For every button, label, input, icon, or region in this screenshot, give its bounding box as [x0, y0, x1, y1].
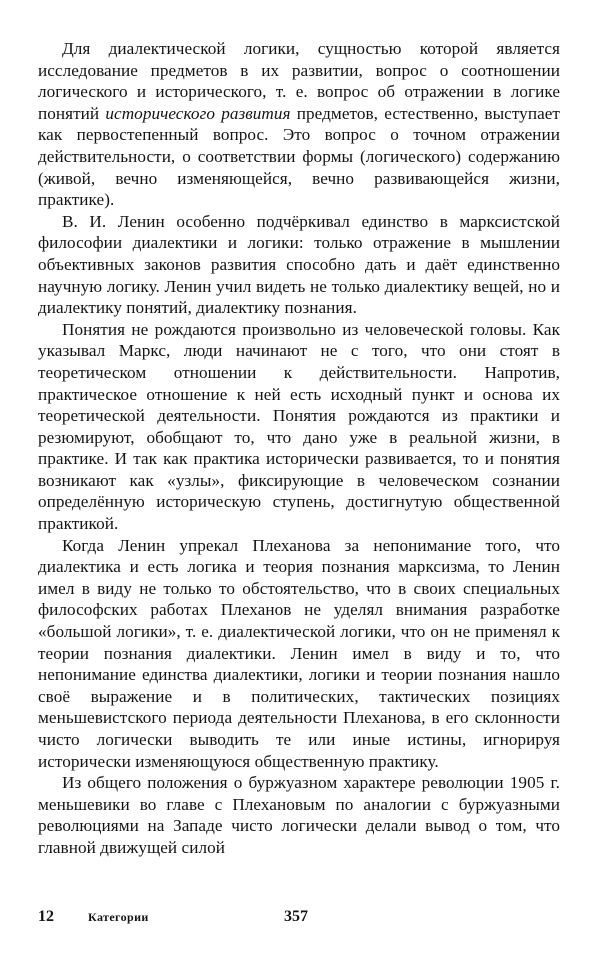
page-number: 357 — [284, 908, 308, 925]
signature-number: 12 — [38, 908, 54, 925]
paragraph-3-text: Понятия не рождаются произвольно из человеческой головы. Как указывал Маркс, люди начинают не с того, что они стоят в теоретическом отношении к действительности. Напротив, практическое отношение к ней есть исходный пункт и основа их теоретической деятельности. Понятия рождаются из практики и резюмируют, обобщают то, что дано уже в реальной жизни, в практике. И так как практика исторически развивается, то и понятия возникают как «узлы», фиксирующие в человеческом сознании определённую историческую ступень, достигнутую общественной практикой. — [38, 319, 560, 534]
paragraph-1-text-end: предметов, естественно, выступает как первостепенный вопрос. Это вопрос о точном отражении действительности, о соответствии формы (логического) содержанию (живой, вечно изменяющейся, вечно развивающейся жизни, практике). — [38, 103, 560, 210]
paragraph-1-emphasis: исторического развития — [105, 103, 291, 123]
paragraph-2 — [38, 211, 560, 319]
paragraph-5 — [38, 772, 560, 858]
signature-title: Категории — [88, 910, 149, 924]
paragraph-4-text: Когда Ленин упрекал Плеханова за непонимание того, что диалектика и есть логика и теория познания марксизма, то Ленин имел в виду не только то обстоятельство, что в своих специальных философских работах Плеханов не уделял внимания разработке «большой логики», т. е. диалектической логики, что он не применял к теории познания диалектики. Ленин имел в виду и то, что непонимание единства диалектики, логики и теории познания нашло своё выражение и в политических, тактических позициях меньшевистского периода деятельности Плеханова, в его склонности чисто логически выводить те или иные истины, игнорируя исторически изменяющуюся общественную практику. — [38, 535, 560, 771]
paragraph-1 — [38, 38, 560, 211]
paragraph-5-text: Из общего положения о буржуазном характере революции 1905 г. меньшевики во главе с Плехановым по аналогии с буржуазными революциями на Западе чисто логически делали вывод о том, что главной движущей силой — [38, 773, 560, 857]
page-body — [38, 38, 560, 859]
paragraph-1-text-start: Для диалектической логики, сущностью которой является исследование предметов в их развитии, вопрос о соотношении логического и исторического, т. е. вопрос об отражении в логике понятий — [38, 39, 560, 123]
paragraph-2-text: В. И. Ленин особенно подчёркивал единство в марксистской философии диалектики и логики: только отражение в мышлении объективных законов развития способно дать и даёт единственно научную логику. Ленин учил видеть не только диалектику вещей, но и диалектику понятий, диалектику познания. — [38, 211, 560, 318]
paragraph-3 — [38, 319, 560, 535]
paragraph-4 — [38, 535, 560, 773]
page-footer — [38, 908, 560, 930]
